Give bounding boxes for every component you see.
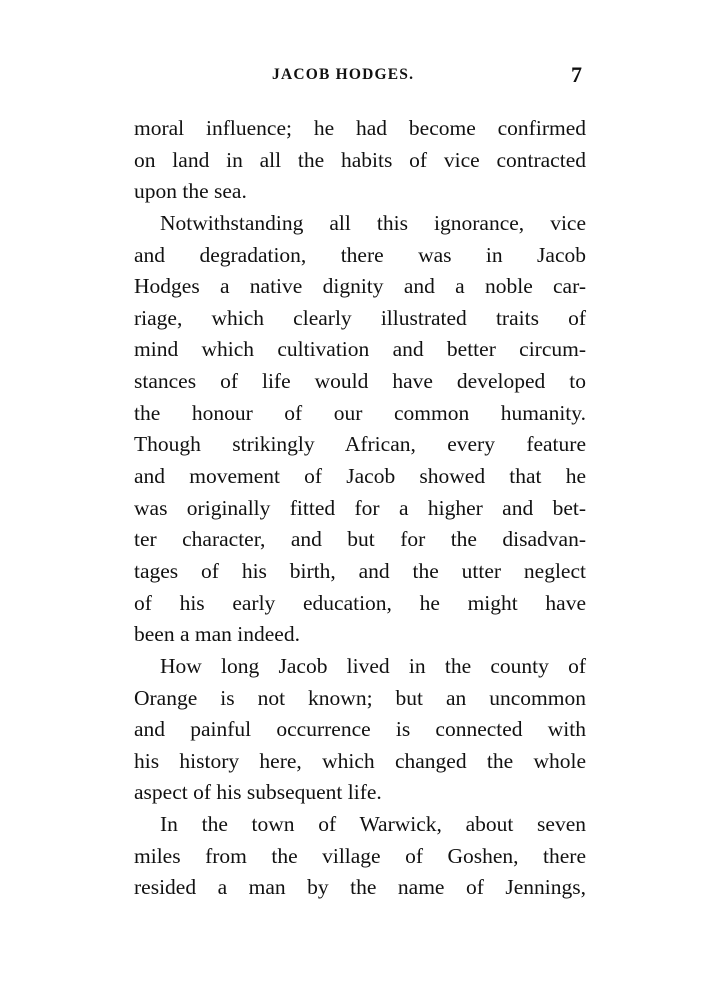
text-line: How long Jacob lived in the county of — [160, 653, 586, 678]
text-line: Orange is not known; but an uncommon — [134, 685, 586, 710]
text-line: of his early education, he might have — [134, 590, 586, 615]
text-line: stances of life would have developed to — [134, 369, 586, 394]
text-line: ter character, and but for the disadvan- — [134, 527, 586, 552]
text-line: Notwithstanding all this ignorance, vice — [160, 210, 586, 235]
text-line: Though strikingly African, every feature — [134, 432, 586, 457]
text-line: Hodges a native dignity and a noble car- — [134, 274, 586, 299]
text-line: and degradation, there was in Jacob — [134, 242, 586, 267]
page-number: 7 — [571, 62, 582, 87]
text-line: moral influence; he had become confirmed — [134, 116, 586, 140]
body-text — [134, 113, 586, 904]
text-line: miles from the village of Goshen, there — [134, 843, 586, 868]
text-line: mind which cultivation and better circum- — [134, 337, 586, 362]
text-line: In the town of Warwick, about seven — [160, 812, 586, 837]
text-line: was originally fitted for a higher and bet- — [134, 495, 586, 520]
running-title: JACOB HODGES. — [272, 66, 415, 83]
text-line: on land in all the habits of vice contracted — [134, 147, 586, 172]
text-line: tages of his birth, and the utter neglect — [134, 558, 586, 583]
text-line: and painful occurrence is connected with — [134, 717, 586, 742]
text-line: his history here, which changed the whole — [134, 748, 586, 773]
text-line: aspect of his subsequent life. — [134, 780, 382, 805]
text-line: and movement of Jacob showed that he — [134, 464, 586, 489]
text-line: the honour of our common humanity. — [134, 400, 586, 425]
text-line: resided a man by the name of Jennings, — [134, 875, 586, 900]
text-line: upon the sea. — [134, 179, 247, 204]
text-line: been a man indeed. — [134, 622, 300, 647]
running-head — [0, 62, 719, 96]
text-line: riage, which clearly illustrated traits of — [134, 305, 586, 330]
